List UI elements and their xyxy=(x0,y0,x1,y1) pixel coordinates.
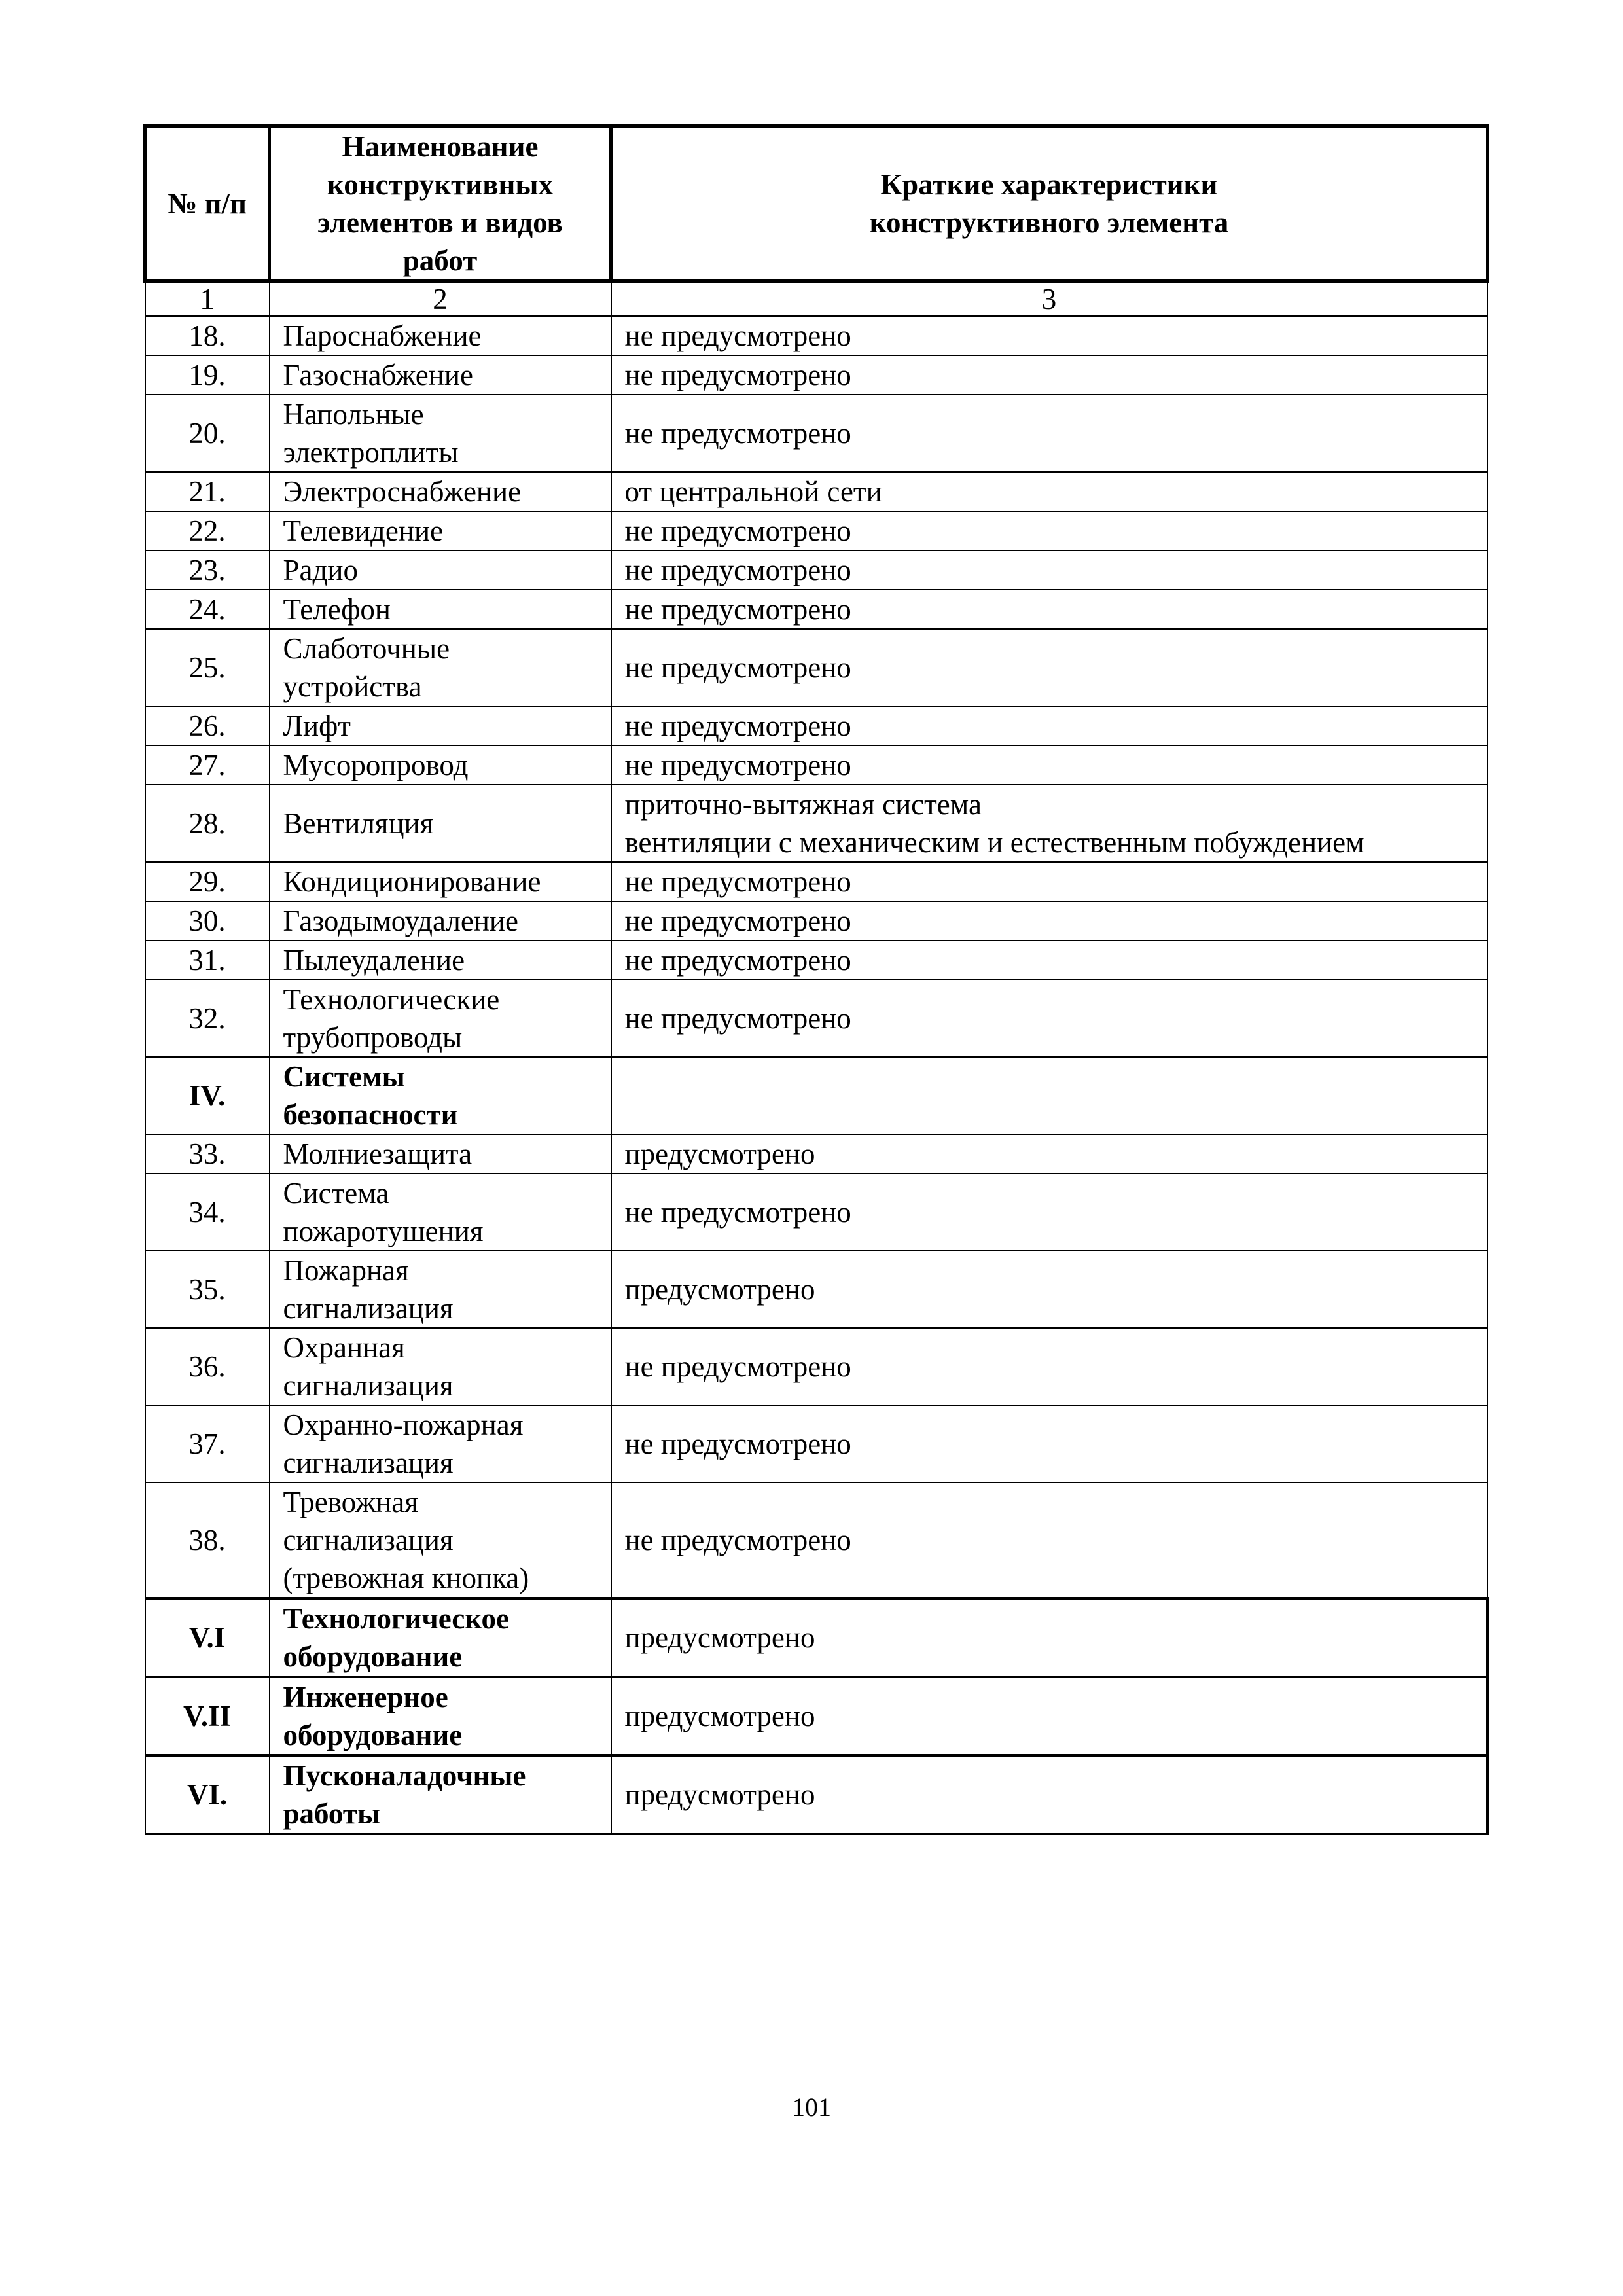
cell-text-line: Системы xyxy=(283,1060,405,1093)
row-number: 35. xyxy=(145,1251,270,1328)
element-characteristics xyxy=(611,785,1488,862)
element-characteristics xyxy=(611,901,1488,941)
element-name xyxy=(270,629,611,706)
element-characteristics xyxy=(611,629,1488,706)
row-number: 28. xyxy=(145,785,270,862)
cell-text-line: приточно-вытяжная система xyxy=(624,788,982,821)
table-row xyxy=(145,629,1488,706)
row-number: 20. xyxy=(145,395,270,472)
row-number: 22. xyxy=(145,511,270,550)
cell-text-line: не предусмотрено xyxy=(624,905,851,937)
element-name xyxy=(270,316,611,355)
row-number: 36. xyxy=(145,1328,270,1405)
element-characteristics xyxy=(611,395,1488,472)
cell-text-line: устройства xyxy=(283,670,422,703)
element-characteristics xyxy=(611,511,1488,550)
header-element-name xyxy=(270,126,611,281)
table-row xyxy=(145,745,1488,785)
cell-text-line: сигнализация xyxy=(283,1369,454,1402)
cell-text-line: сигнализация xyxy=(283,1292,454,1325)
row-number: VI. xyxy=(145,1755,270,1834)
element-characteristics xyxy=(611,316,1488,355)
element-name xyxy=(270,941,611,980)
cell-text-line: Кондиционирование xyxy=(283,865,541,898)
table-row xyxy=(145,901,1488,941)
row-number: 37. xyxy=(145,1405,270,1482)
row-number: 24. xyxy=(145,590,270,629)
cell-text-line: не предусмотрено xyxy=(624,417,851,450)
element-characteristics xyxy=(611,1174,1488,1251)
table-row xyxy=(145,316,1488,355)
table-row xyxy=(145,395,1488,472)
row-number: 30. xyxy=(145,901,270,941)
cell-text-line: оборудование xyxy=(283,1640,463,1673)
element-name xyxy=(270,1755,611,1834)
element-name xyxy=(270,1405,611,1482)
element-characteristics xyxy=(611,941,1488,980)
index-cell: 2 xyxy=(270,281,611,317)
table-row xyxy=(145,1405,1488,1482)
cell-text-line: предусмотрено xyxy=(624,1700,815,1732)
row-number: 33. xyxy=(145,1134,270,1174)
row-number: 18. xyxy=(145,316,270,355)
cell-text-line: Пожарная xyxy=(283,1254,409,1287)
page-number: 101 xyxy=(792,2092,831,2122)
cell-text-line: Слаботочные xyxy=(283,632,450,665)
element-characteristics xyxy=(611,1677,1488,1755)
cell-text-line: Тревожная xyxy=(283,1486,418,1518)
element-name xyxy=(270,785,611,862)
element-name xyxy=(270,550,611,590)
cell-text-line: безопасности xyxy=(283,1098,458,1131)
cell-text-line: Газоснабжение xyxy=(283,359,473,391)
cell-text-line: не предусмотрено xyxy=(624,1002,851,1035)
cell-text-line: не предусмотрено xyxy=(624,319,851,352)
cell-text-line: не предусмотрено xyxy=(624,709,851,742)
cell-text-line: пожаротушения xyxy=(283,1215,484,1247)
cell-text-line: не предусмотрено xyxy=(624,554,851,586)
table-header-row xyxy=(145,126,1488,281)
table-row xyxy=(145,785,1488,862)
table-row xyxy=(145,355,1488,395)
element-characteristics xyxy=(611,355,1488,395)
cell-text-line: сигнализация xyxy=(283,1446,454,1479)
table-row xyxy=(145,1134,1488,1174)
column-index-row xyxy=(145,281,1488,317)
cell-text-line: от центральной сети xyxy=(624,475,882,508)
element-characteristics xyxy=(611,1405,1488,1482)
table-row xyxy=(145,1057,1488,1134)
cell-text-line: элементов и видов xyxy=(317,206,563,239)
table-row xyxy=(145,862,1488,901)
element-characteristics xyxy=(611,1057,1488,1134)
cell-text-line: Краткие характеристики xyxy=(880,168,1218,201)
cell-text-line: вентиляции с механическим и естественным побуждением xyxy=(624,826,1364,859)
element-characteristics xyxy=(611,706,1488,745)
element-characteristics xyxy=(611,1134,1488,1174)
element-characteristics xyxy=(611,980,1488,1057)
cell-text-line: Технологические xyxy=(283,983,500,1016)
element-name xyxy=(270,980,611,1057)
cell-text-line: не предусмотрено xyxy=(624,514,851,547)
characteristics-table xyxy=(143,124,1489,1835)
row-number: IV. xyxy=(145,1057,270,1134)
element-name xyxy=(270,1057,611,1134)
element-characteristics xyxy=(611,1328,1488,1405)
element-name xyxy=(270,1174,611,1251)
cell-text-line: Газодымоудаление xyxy=(283,905,518,937)
cell-text-line: оборудование xyxy=(283,1719,463,1751)
cell-text-line: не предусмотрено xyxy=(624,749,851,781)
cell-text-line: электроплиты xyxy=(283,436,459,469)
cell-text-line: не предусмотрено xyxy=(624,1196,851,1229)
element-name xyxy=(270,590,611,629)
cell-text-line: не предусмотрено xyxy=(624,359,851,391)
cell-text-line: трубопроводы xyxy=(283,1021,463,1054)
table-row xyxy=(145,1677,1488,1755)
table-row xyxy=(145,1755,1488,1834)
element-characteristics xyxy=(611,745,1488,785)
element-name xyxy=(270,1482,611,1598)
cell-text-line: Охранная xyxy=(283,1331,405,1364)
element-characteristics xyxy=(611,1482,1488,1598)
index-cell: 3 xyxy=(611,281,1488,317)
row-number: 23. xyxy=(145,550,270,590)
element-name xyxy=(270,1598,611,1677)
cell-text-line: Радио xyxy=(283,554,358,586)
table-row xyxy=(145,511,1488,550)
element-name xyxy=(270,1328,611,1405)
table-row xyxy=(145,1598,1488,1677)
cell-text-line: не предусмотрено xyxy=(624,1350,851,1383)
cell-text-line: Система xyxy=(283,1177,389,1210)
cell-text-line: Инженерное xyxy=(283,1681,448,1713)
row-number: 32. xyxy=(145,980,270,1057)
element-characteristics xyxy=(611,1251,1488,1328)
cell-text-line: не предусмотрено xyxy=(624,593,851,626)
cell-text-line: предусмотрено xyxy=(624,1273,815,1306)
cell-text-line: сигнализация xyxy=(283,1524,454,1556)
table-row xyxy=(145,550,1488,590)
row-number: 29. xyxy=(145,862,270,901)
cell-text-line: Наименование xyxy=(342,130,539,163)
header-number: № п/п xyxy=(145,126,270,281)
cell-text-line: предусмотрено xyxy=(624,1621,815,1654)
element-characteristics xyxy=(611,472,1488,511)
table-row xyxy=(145,941,1488,980)
element-name xyxy=(270,1677,611,1755)
table-row xyxy=(145,980,1488,1057)
element-characteristics xyxy=(611,862,1488,901)
cell-text-line: Пылеудаление xyxy=(283,944,465,977)
table-row xyxy=(145,590,1488,629)
element-name xyxy=(270,862,611,901)
table-row xyxy=(145,706,1488,745)
row-number: 25. xyxy=(145,629,270,706)
cell-text-line: конструктивного элемента xyxy=(869,206,1229,239)
cell-text-line: не предусмотрено xyxy=(624,944,851,977)
element-characteristics xyxy=(611,590,1488,629)
cell-text-line: Пусконаладочные xyxy=(283,1759,526,1792)
cell-text-line: Напольные xyxy=(283,398,424,431)
element-name xyxy=(270,706,611,745)
element-name xyxy=(270,901,611,941)
row-number: 26. xyxy=(145,706,270,745)
element-name xyxy=(270,745,611,785)
element-characteristics xyxy=(611,550,1488,590)
cell-text-line: Технологическое xyxy=(283,1602,509,1635)
cell-text-line: Лифт xyxy=(283,709,351,742)
element-name xyxy=(270,355,611,395)
cell-text-line: работы xyxy=(283,1797,381,1830)
cell-text-line: Пароснабжение xyxy=(283,319,482,352)
row-number: 34. xyxy=(145,1174,270,1251)
cell-text-line: не предусмотрено xyxy=(624,651,851,684)
cell-text-line: Охранно-пожарная xyxy=(283,1408,524,1441)
cell-text-line: предусмотрено xyxy=(624,1138,815,1170)
row-number: 27. xyxy=(145,745,270,785)
cell-text-line: Телефон xyxy=(283,593,391,626)
element-name xyxy=(270,472,611,511)
row-number: 19. xyxy=(145,355,270,395)
row-number: 21. xyxy=(145,472,270,511)
index-cell: 1 xyxy=(145,281,270,317)
table-row xyxy=(145,472,1488,511)
element-name xyxy=(270,1251,611,1328)
element-characteristics xyxy=(611,1755,1488,1834)
cell-text-line: Телевидение xyxy=(283,514,444,547)
cell-text-line: предусмотрено xyxy=(624,1778,815,1811)
cell-text-line: не предусмотрено xyxy=(624,865,851,898)
cell-text-line: не предусмотрено xyxy=(624,1427,851,1460)
cell-text-line: Молниезащита xyxy=(283,1138,473,1170)
element-name xyxy=(270,395,611,472)
table-row xyxy=(145,1251,1488,1328)
cell-text-line: работ xyxy=(402,244,478,277)
row-number: V.II xyxy=(145,1677,270,1755)
cell-text-line: Вентиляция xyxy=(283,807,434,840)
cell-text-line: Мусоропровод xyxy=(283,749,469,781)
header-characteristics xyxy=(611,126,1488,281)
table-row xyxy=(145,1328,1488,1405)
element-name xyxy=(270,1134,611,1174)
row-number: 38. xyxy=(145,1482,270,1598)
table-row xyxy=(145,1482,1488,1598)
element-name xyxy=(270,511,611,550)
table-row xyxy=(145,1174,1488,1251)
cell-text-line: Электроснабжение xyxy=(283,475,522,508)
cell-text-line: конструктивных xyxy=(327,168,554,201)
element-characteristics xyxy=(611,1598,1488,1677)
cell-text-line: не предусмотрено xyxy=(624,1524,851,1556)
cell-text-line: (тревожная кнопка) xyxy=(283,1562,529,1594)
row-number: 31. xyxy=(145,941,270,980)
row-number: V.I xyxy=(145,1598,270,1677)
